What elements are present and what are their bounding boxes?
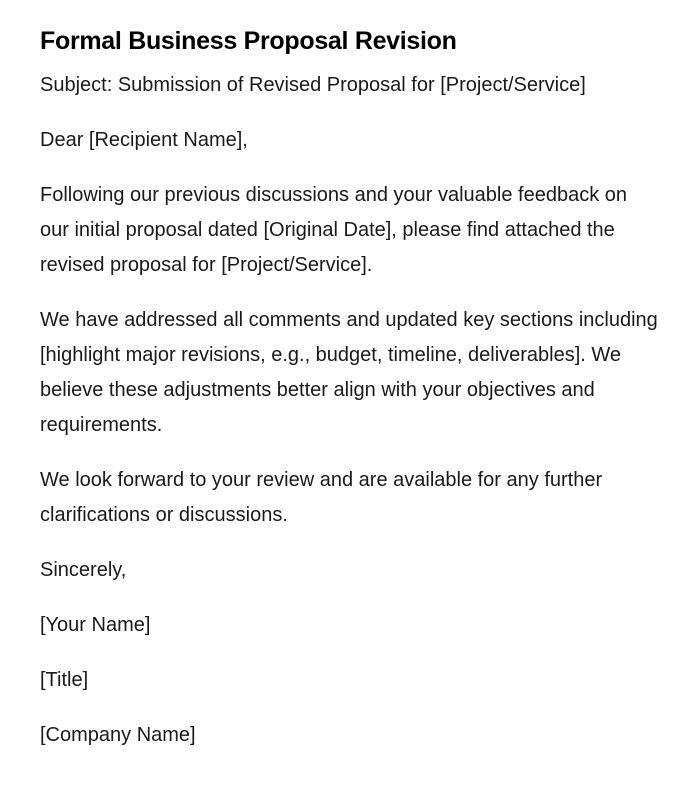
signature-company: [Company Name] [40, 724, 196, 746]
body-paragraph-1: Following our previous discussions and your valuable feedback on our initial proposal dated [Original Date], please find attached the revised proposal for [Project/Service]. [40, 184, 628, 276]
signature-title: [Title] [40, 669, 89, 691]
subject-line: Subject: Submission of Revised Proposal for [Project/Service] [40, 74, 586, 96]
signature-name: [Your Name] [40, 614, 151, 636]
salutation: Dear [Recipient Name], [40, 129, 248, 151]
body-paragraph-3: We look forward to your review and are available for any further clarifications or discussions. [40, 469, 603, 526]
body-paragraph-2: We have addressed all comments and updated key sections including [highlight major revisions, e.g., budget, timeline, deliverables]. We believe these adjustments better align with your objectives and requirements. [40, 309, 658, 436]
closing: Sincerely, [40, 559, 127, 581]
document-title: Formal Business Proposal Revision [40, 27, 457, 55]
